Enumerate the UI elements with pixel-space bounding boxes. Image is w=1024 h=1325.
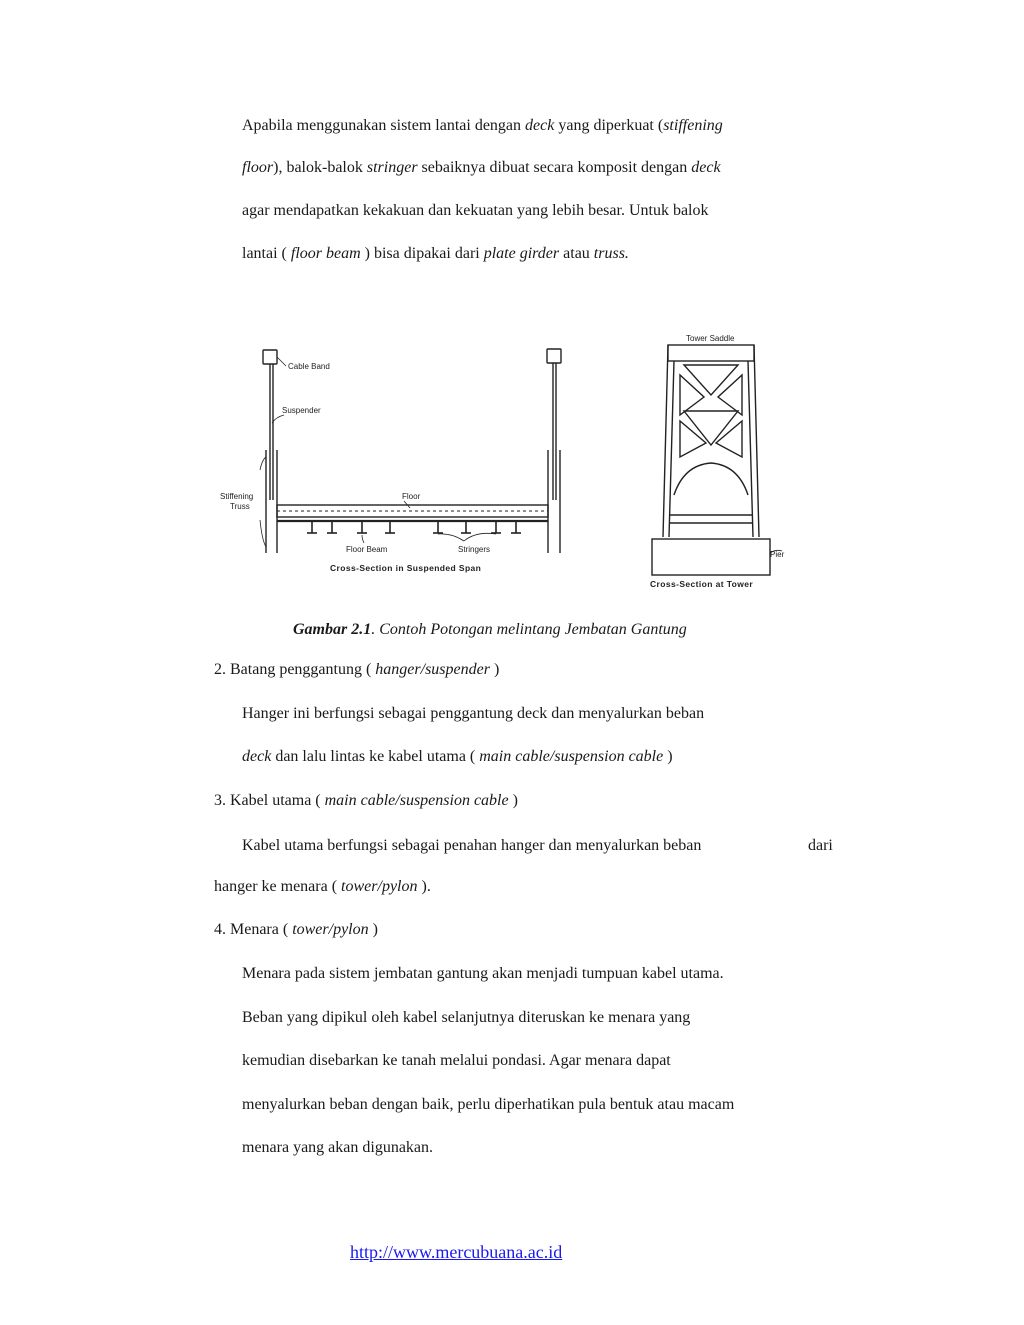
text-italic: deck <box>525 117 555 134</box>
text-italic: stringer <box>366 159 418 176</box>
item4-line2 <box>242 1008 690 1028</box>
text: ), balok-balok <box>273 159 367 176</box>
text-italic: tower/pylon <box>292 921 369 938</box>
para1-line2 <box>242 158 721 178</box>
item4-heading <box>214 920 378 940</box>
item2-heading <box>214 660 499 680</box>
text-italic: stiffening <box>663 117 723 134</box>
item3-line1-end <box>808 836 833 856</box>
text: dari <box>808 837 833 854</box>
text: hanger ke menara ( <box>214 878 342 895</box>
label-floor: Floor <box>402 492 421 501</box>
label-stringers: Stringers <box>458 545 491 554</box>
text: ) bisa dipakai dari <box>360 245 484 262</box>
text-italic: tower/pylon <box>341 878 418 895</box>
text: yang diperkuat ( <box>554 117 664 134</box>
text: Hanger ini berfungsi sebagai penggantung deck dan menyalurkan beban <box>242 705 705 722</box>
left-diagram-title: Cross-Section in Suspended Span <box>330 563 482 573</box>
text: ) <box>368 921 378 938</box>
item2-line2 <box>242 747 673 767</box>
text: ) <box>489 661 500 678</box>
item3-heading <box>214 791 518 811</box>
text: menara yang akan digunakan. <box>242 1139 434 1156</box>
text: kemudian disebarkan ke tanah melalui pondasi. Agar menara dapat <box>242 1052 671 1069</box>
text: agar mendapatkan kekakuan dan kekuatan yang lebih besar. Untuk balok <box>242 202 709 219</box>
footer-url-link[interactable]: http://www.mercubuana.ac.id <box>350 1242 563 1262</box>
cable-band-left <box>263 350 277 364</box>
text: 4. Menara ( <box>214 921 293 938</box>
figure-caption <box>293 620 687 640</box>
text: Kabel utama berfungsi sebagai penahan hanger dan menyalurkan beban <box>242 837 702 854</box>
text: ). <box>417 878 431 895</box>
text-italic: deck <box>691 159 721 176</box>
para1-line4 <box>242 244 629 264</box>
label-cable-band: Cable Band <box>288 362 330 371</box>
item4-line3 <box>242 1051 671 1071</box>
text: Menara pada sistem jembatan gantung akan menjadi tumpuan kabel utama. <box>242 965 724 982</box>
cable-band-right <box>547 349 561 363</box>
text-italic: truss. <box>593 245 629 262</box>
label-stiffening-truss-2: Truss <box>230 502 250 511</box>
label-tower-saddle: Tower Saddle <box>686 334 735 343</box>
stringers <box>307 521 521 533</box>
text: menyalurkan beban dengan baik, perlu diperhatikan pula bentuk atau macam <box>242 1096 735 1113</box>
text: Apabila menggunakan sistem lantai dengan <box>242 117 526 134</box>
text: atau <box>559 245 594 262</box>
caption-label: Gambar 2.1 <box>293 621 372 638</box>
bridge-cross-section-figure <box>214 325 794 595</box>
text-italic: floor beam <box>290 245 361 262</box>
text-italic: floor <box>242 159 274 176</box>
text: 3. Kabel utama ( <box>214 792 325 809</box>
text-italic: hanger/suspender <box>375 661 490 678</box>
text: ) <box>663 748 673 765</box>
text: 2. Batang penggantung ( <box>214 661 376 678</box>
pier <box>652 539 770 575</box>
text: lantai ( <box>242 245 291 262</box>
item3-line2 <box>214 877 431 897</box>
item3-line1 <box>242 836 701 856</box>
caption-text: . Contoh Potongan melintang Jembatan Gantung <box>371 621 687 638</box>
text: dan lalu lintas ke kabel utama ( <box>271 748 480 765</box>
right-diagram-title: Cross-Section at Tower <box>650 579 754 589</box>
para1-line1 <box>242 116 723 136</box>
text-italic: deck <box>242 748 272 765</box>
item4-line5 <box>242 1138 433 1158</box>
label-pier: Pier <box>770 550 785 559</box>
para1-line3 <box>242 201 709 221</box>
text: ) <box>508 792 518 809</box>
text: sebaiknya dibuat secara komposit dengan <box>417 159 692 176</box>
tower-diagram <box>652 345 782 575</box>
item4-line1 <box>242 964 724 984</box>
text-italic: main cable/suspension cable <box>479 748 664 765</box>
text: Beban yang dipikul oleh kabel selanjutnya diteruskan ke menara yang <box>242 1009 691 1026</box>
item4-line4 <box>242 1095 734 1115</box>
text-italic: main cable/suspension cable <box>324 792 509 809</box>
label-suspender: Suspender <box>282 406 321 415</box>
item2-line1 <box>242 704 704 724</box>
label-stiffening-truss: Stiffening <box>220 492 254 501</box>
text-italic: plate girder <box>483 245 560 262</box>
label-floor-beam: Floor Beam <box>346 545 388 554</box>
